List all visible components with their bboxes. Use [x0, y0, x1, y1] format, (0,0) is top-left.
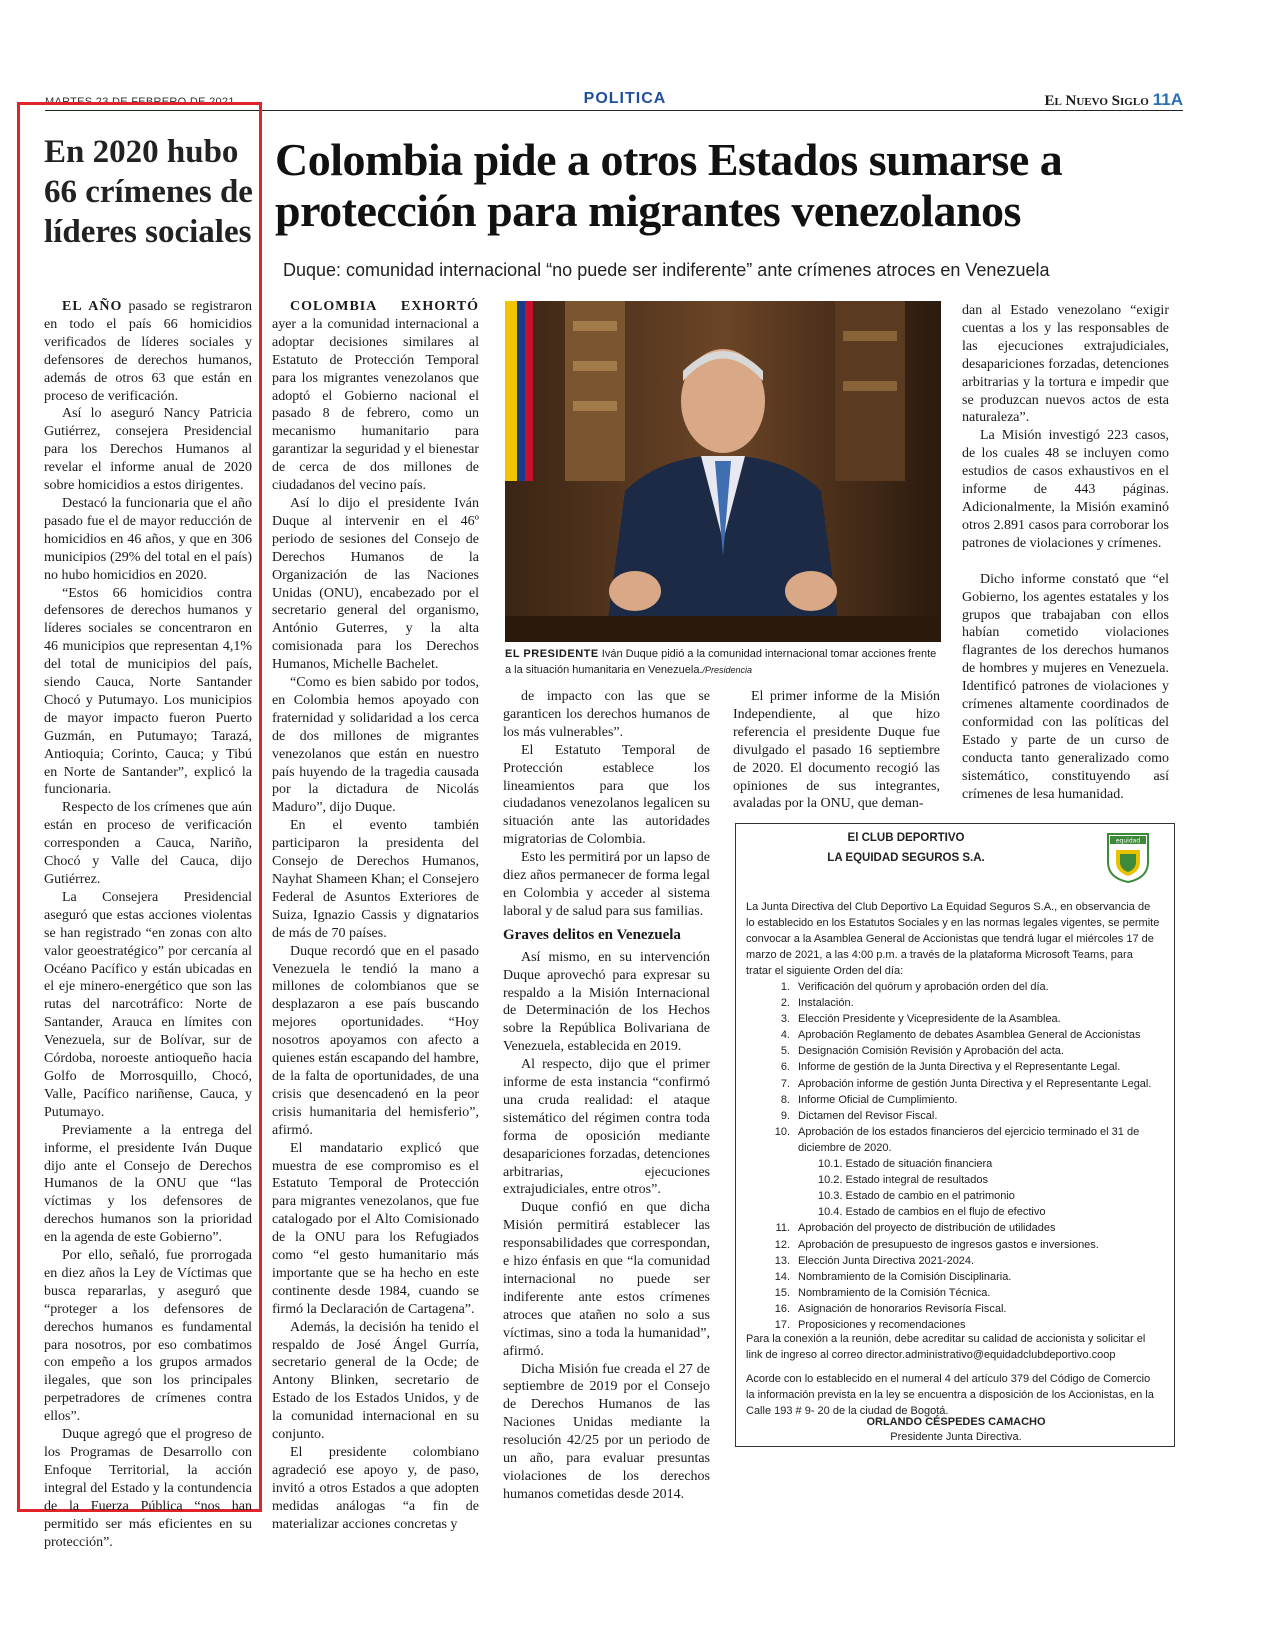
agenda-item-text: Verificación del quórum y aprobación orden del día. — [798, 981, 1049, 993]
paragraph-text: Dicha Misión fue creada el 27 de septiembre de 2019 por el Consejo de Derechos Humanos de las Naciones Unidas mediante la resolución 42/25 por un periodo de un año, para evaluar presuntas violaciones de los derechos humanos cometidas desde 2014. — [503, 1361, 710, 1502]
agenda-item-text: Elección Junta Directiva 2021-2024. — [798, 1254, 975, 1267]
paragraph — [272, 495, 479, 674]
president-photo-illustration — [505, 301, 941, 642]
paragraph-text: La Misión investigó 223 casos, de los cuales 48 se incluyen como estudios de casos exhaustivos en el informe de 443 páginas. Adicionalmente, la Misión examinó otros 2.891 casos para corroborar los patrones de violaciones y crímenes. — [962, 428, 1169, 551]
paragraph-text: El mandatario explicó que muestra de ese compromiso es el Estatuto Temporal de Protección para migrantes venezolanos, que fue catalogado por el Alto Comisionado de la ONU para los Refugiados como “el gesto humanitario más importante que se ha hecho en este continente desde 1984, cuando se firmó la Declaración de Cartagena”. — [272, 1140, 479, 1317]
agenda-subitem: 10.3. Estado de cambio en el patrimonio — [818, 1190, 1015, 1203]
paragraph — [503, 688, 710, 742]
paragraph — [44, 495, 252, 585]
newspaper-title: El Nuevo Siglo — [1044, 93, 1149, 109]
paragraph — [962, 427, 1169, 552]
paragraph-text: Duque recordó que en el pasado Venezuela le tendió la mano a millones de colombianos que se desplazaron a ese país buscando mejores oportunidades. “Hoy nosotros apoyamos con afecto a quienes están escapando del hambre, de la falta de oportunidades, de una crisis que desencadenó en la peor crisis humanitaria del hemisferio”, afirmó. — [272, 943, 479, 1138]
page-number: 11A — [1152, 90, 1183, 109]
agenda-item-number: 10. — [774, 1125, 790, 1138]
main-subtitle: Duque: comunidad internacional “no puede ser indiferente” ante crímenes atroces en Venezuela — [283, 260, 1050, 280]
agenda-item — [764, 1285, 1164, 1301]
sidebar-article-body — [44, 298, 252, 1551]
paragraph-text: Previamente a la entrega del informe, el presidente Iván Duque dijo ante el Consejo de Derechos Humanos de la ONU que “las víctimas y los defensores de derechos humanos son la prioridad en la agenda de este Gobierno”. — [44, 1122, 252, 1246]
paragraph — [503, 1199, 710, 1360]
paragraph — [272, 943, 479, 1140]
logo-text: equidad — [1115, 837, 1141, 845]
paragraph-text: Respecto de los crímenes que aún están en proceso de verificación corresponden a Cauca, Nariño, Chocó y Valle del Cauca, dijo Gutiérrez. — [44, 800, 252, 887]
agenda-item-number: 16. — [774, 1302, 790, 1315]
agenda-item — [764, 1108, 1164, 1124]
lead-words: EL AÑO — [62, 299, 123, 314]
agenda-item — [764, 1076, 1164, 1092]
paragraph — [503, 949, 710, 1056]
notice-intro: La Junta Directiva del Club Deportivo La Equidad Seguros S.A., en observancia de lo establecido en los Estatutos Sociales y en las normas legales vigentes, se permite convocar a la Asamblea General de Accionistas que tendrá lugar el miércoles 17 de marzo de 2021, a las 4:00 p.m. a través de la plataforma Microsoft Teams, para tratar el siguiente Orden del día: — [746, 901, 1160, 977]
photo-caption — [505, 646, 941, 678]
paragraph-text: “Como es bien sabido por todos, en Colombia hemos apoyado con fraternidad y solidaridad a los cerca de dos millones de migrantes venezolanos que están en nuestro país huyendo de la tragedia causada por la dictadura de Nicolás Maduro”, dijo Duque. — [272, 675, 479, 816]
paragraph-text: pasado se registraron en todo el país 66 homicidios verificados de líderes sociales y defensores de derechos humanos, además de otros 63 que están en proceso de verificación. — [44, 299, 252, 404]
agenda-item — [764, 995, 1164, 1011]
paragraph-text: La Consejera Presidencial aseguró que estas acciones violentas se han registrado “en zonas con alto valor geoestratégico” por cercanía al Océano Pacífico y están ubicadas en el eje minero-energético que son las rutas del narcotráfico: Norte de Santander, Arauca en límites con Venezuela, sur de Bolívar, sur de Córdoba, noroeste antioqueño hacia Golfo de Morrosquillo, Chocó, Valle, Pacífico nariñense, Cauca, y Putumayo. — [44, 889, 252, 1120]
equidad-shield-logo — [1106, 832, 1150, 884]
paragraph-text: Duque confió en que dicha Misión permitirá establecer las responsabilidades que correspondan, e hizo énfasis en que “la comunidad internacional no puede ser indiferente ante estos crímenes atroces que atañen no solo a sus víctimas, sino a toda la humanidad”, afirmó. — [503, 1200, 710, 1359]
agenda-item — [764, 1092, 1164, 1108]
paragraph — [44, 799, 252, 889]
paragraph — [44, 405, 252, 495]
paragraph-text: Dicho informe constató que “el Gobierno, los agentes estatales y los grupos que trabajaban con ellos habían cometido violaciones flagrantes de los derechos humanos de hombres y mujeres en Venezuela. Identificó patrones de violaciones y crímenes altamente coordinados de conformidad con las políticas del Estado y parte de un curso de conducta tanto generalizado como sistemático, constituyendo así crímenes de lesa humanidad. — [962, 571, 1169, 802]
paragraph-text: ayer a la comunidad internacional a adoptar decisiones similares al Estatuto de Protección Temporal para los migrantes venezolanos que adoptó el Gobierno nacional el pasado 8 de febrero, como un mecanismo humanitario para garantizar la seguridad y el bienestar de cerca de dos millones de ciudadanos del vecino país. — [272, 316, 479, 494]
paragraph-text: El primer informe de la Misión Independiente, al que hizo referencia el presidente Duque fue divulgado el pasado 16 septiembre de 2020. El documento recogió las opiniones de sus integrantes, avaladas por la ONU, que deman- — [733, 689, 940, 812]
paragraph — [962, 571, 1169, 804]
agenda-item-number: 13. — [774, 1254, 790, 1267]
agenda-item-number: 3. — [780, 1013, 790, 1026]
agenda-item-number: 1. — [780, 981, 790, 993]
paragraph-text: Así lo dijo el presidente Iván Duque al intervenir en el 46º periodo de sesiones del Consejo de Derechos Humanos de la Organización de las Naciones Unidas (ONU), encabezado por el secretario general del organismo, António Guterres, y la alta comisionada para los Derechos Humanos, Michelle Bachelet. — [272, 495, 479, 673]
agenda-item-text: Proposiciones y recomendaciones — [798, 1318, 966, 1331]
article-column-1 — [272, 298, 479, 1534]
agenda-item-text: Aprobación del proyecto de distribución de utilidades — [798, 1222, 1056, 1235]
connection-info: Para la conexión a la reunión, debe acreditar su calidad de accionista y solicitar el link de ingreso al correo director.administrativo@equidadclubdeportivo.coop — [746, 1333, 1146, 1361]
agenda-item — [764, 1124, 1164, 1156]
agenda-item-number: 2. — [780, 997, 790, 1010]
paragraph — [733, 688, 940, 813]
agenda-item-number: 14. — [774, 1270, 790, 1283]
paragraph — [272, 298, 479, 495]
agenda-item — [764, 1301, 1164, 1317]
agenda-item-text: Dictamen del Revisor Fiscal. — [798, 1109, 938, 1122]
agenda-item-text: Aprobación de los estados financieros del ejercicio terminado el 31 de diciembre de 2020. — [798, 1125, 1140, 1154]
lead-words: COLOMBIA EXHORTÓ — [290, 299, 479, 314]
paragraph — [272, 1319, 479, 1444]
paragraph-text: Al respecto, dijo que el primer informe de esta instancia “confirmó una cruda realidad: el ataque sistemático del régimen contra toda forma de oposición mediante desapariciones forzadas, detenciones arbitrarias, ejecuciones extrajudiciales, entre otros”. — [503, 1057, 710, 1198]
agenda-list — [764, 979, 1164, 1333]
paragraph — [503, 1361, 710, 1504]
subheading: Graves delitos en Venezuela — [503, 926, 681, 943]
agenda-item-number: 12. — [774, 1238, 790, 1251]
legal-info: Acorde con lo establecido en el numeral 4 del artículo 379 del Código de Comercio la información prevista en la ley se encuentra a disposición de los Accionistas, en la Calle 193 # 9- 20 de la ciudad de Bogotá. — [746, 1373, 1154, 1417]
main-headline: Colombia pide a otros Estados sumarse a protección para migrantes venezolanos — [275, 134, 1063, 236]
agenda-item-text: Aprobación Reglamento de debates Asamblea General de Accionistas — [798, 1029, 1141, 1042]
agenda-item-number: 9. — [780, 1109, 790, 1122]
paragraph — [44, 889, 252, 1122]
agenda-item-number: 4. — [780, 1029, 790, 1042]
agenda-item-text: Informe de gestión de la Junta Directiva y el Representante Legal. — [798, 1061, 1121, 1074]
paragraph-text: Por ello, señaló, fue prorrogada en diez años la Ley de Víctimas que busca repararlas, y aseguró que “proteger a los defensores de derechos humanos es fundamental para nosotros, por eso combatimos con empeño a los grupos armados ilegales, que son los principales perpetradores de crímenes contra ellos”. — [44, 1248, 252, 1425]
agenda-item-number: 6. — [780, 1061, 790, 1074]
paragraph — [272, 674, 479, 817]
paragraph-text: “Estos 66 homicidios contra defensores de derechos humanos y líderes sociales se concentraron en 46 municipios que representan 4,1% del total de municipios del país, siendo Cauca, Norte Santander Chocó y Putumayo. Los municipios de mayor impacto fueron Puerto Guzmán, en Putumayo; Tarazá, Antioquia; Corinto, Cauca; y Tibú en Norte de Santander”, explicó la funcionaria. — [44, 585, 252, 798]
agenda-item-text: Informe Oficial de Cumplimiento. — [798, 1093, 958, 1106]
paragraph-text: En el evento también participaron la presidenta del Consejo de Derechos Humanos, Nayhat Shameen Khan; el Consejero Federal de Asuntos Exteriores de Suiza, Ignazio Cassis y dignatarios de más de 70 países. — [272, 818, 479, 941]
paragraph — [44, 1426, 252, 1551]
agenda-subitem: 10.1. Estado de situación financiera — [818, 1158, 993, 1171]
agenda-item — [764, 1059, 1164, 1075]
paragraph — [44, 1122, 252, 1247]
paragraph-text: Esto les permitirá por un lapso de diez años permanecer de forma legal en Colombia y acceder al sistema laboral y de salud para sus familias. — [503, 850, 710, 919]
agenda-item-number: 11. — [775, 1222, 790, 1235]
agenda-item — [764, 1237, 1164, 1253]
article-column-3 — [733, 688, 940, 813]
notice-heading-1: El CLUB DEPORTIVO — [847, 832, 965, 844]
paragraph — [503, 849, 710, 921]
paragraph-text: Además, la decisión ha tenido el respaldo de José Ángel Gurría, secretario general de la Ocde; de Antony Blinken, secretario de Estado de los Estados Unidos, y de la comunidad internacional en su conjunto. — [272, 1319, 479, 1443]
photo-credit: /Presidencia — [702, 665, 753, 675]
section-name: POLITICA — [583, 90, 667, 107]
agenda-item-text: Aprobación informe de gestión Junta Directiva y el Representante Legal. — [798, 1077, 1152, 1090]
agenda-item — [764, 1043, 1164, 1059]
paragraph-text: de impacto con las que se garanticen los derechos humanos de los más vulnerables”. — [503, 689, 710, 740]
issue-date: MARTES 23 DE FEBRERO DE 2021 — [45, 96, 235, 108]
agenda-item — [764, 1027, 1164, 1043]
paragraph-text: dan al Estado venezolano “exigir cuentas a los y las responsables de las ejecuciones extrajudiciales, desapariciones forzadas, detenciones arbitrarias y la tortura e impedir que se produzcan nuevos actos de esta naturaleza”. — [962, 303, 1169, 426]
paragraph-text: Así mismo, en su intervención Duque aprovechó para expresar su respaldo a la Misión Internacional de Determinación de los Hechos sobre la República Bolivariana de Venezuela, establecida en 2019. — [503, 949, 710, 1055]
article-column-2 — [503, 688, 710, 1504]
agenda-item — [764, 979, 1164, 995]
paragraph — [503, 742, 710, 849]
notice-heading-2: LA EQUIDAD SEGUROS S.A. — [827, 852, 985, 864]
agenda-item — [764, 1011, 1164, 1027]
agenda-item-text: Designación Comisión Revisión y Aprobación del acta. — [798, 1045, 1064, 1058]
paragraph — [503, 1056, 710, 1199]
paragraph — [272, 1140, 479, 1319]
agenda-item-number: 17. — [774, 1318, 790, 1331]
paragraph-text: El presidente colombiano agradeció ese apoyo y, de paso, invitó a otros Estados a que adopten medidas análogas “a fin de materializar acciones concretas y — [272, 1445, 479, 1532]
newspaper-name — [1044, 90, 1183, 110]
paragraph-text: Así lo aseguró Nancy Patricia Gutiérrez, consejera Presidencial para los Derechos Humanos al revelar el informe anual de 2020 sobre homicidios a estos dirigentes. — [44, 406, 252, 494]
paragraph-text: Duque agregó que el progreso de los Programas de Desarrollo con Enfoque Territorial, la acción integral del Estado y la contundencia de la Fuerza Pública “nos han permitido ser más eficientes en su protección”. — [44, 1427, 252, 1550]
agenda-item-number: 8. — [780, 1093, 790, 1106]
agenda-item — [764, 1253, 1164, 1269]
agenda-item-text: Asignación de honorarios Revisoría Fiscal. — [798, 1302, 1007, 1315]
agenda-subitem: 10.4. Estado de cambios en el flujo de efectivo — [818, 1206, 1046, 1219]
sidebar-title: En 2020 hubo 66 crímenes de líderes sociales — [44, 134, 253, 250]
paragraph — [44, 298, 252, 405]
agenda-item-text: Aprobación de presupuesto de ingresos gastos e inversiones. — [798, 1238, 1099, 1251]
article-column-4 — [962, 302, 1169, 803]
paragraph — [44, 1247, 252, 1426]
agenda-item-text: Instalación. — [798, 997, 854, 1010]
agenda-item — [764, 1269, 1164, 1285]
agenda-item-number: 7. — [780, 1077, 790, 1090]
paragraph — [44, 585, 252, 800]
paragraph — [962, 302, 1169, 427]
paragraph — [272, 817, 479, 942]
caption-text: Iván Duque pidió a la comunidad internacional tomar acciones frente a la situación humanitaria en Venezuela. — [505, 648, 937, 676]
signer-name: ORLANDO CÉSPEDES CAMACHO — [866, 1416, 1046, 1428]
agenda-item-text: Nombramiento de la Comisión Disciplinaria. — [798, 1270, 1012, 1283]
agenda-item-text: Nombramiento de la Comisión Técnica. — [798, 1286, 991, 1299]
agenda-subitem: 10.2. Estado integral de resultados — [818, 1174, 989, 1187]
agenda-item-number: 15. — [774, 1286, 790, 1299]
shareholder-meeting-notice — [735, 823, 1175, 1447]
paragraph-text: El Estatuto Temporal de Protección establece los lineamientos para que los ciudadanos venezolanos legalicen su situación ante las autoridades migratorias de Colombia. — [503, 742, 710, 848]
caption-lead: EL PRESIDENTE — [505, 648, 599, 660]
agenda-item — [764, 1220, 1164, 1236]
agenda-item-text: Elección Presidente y Vicepresidente de la Asamblea. — [798, 1013, 1061, 1026]
agenda-item-number: 5. — [780, 1045, 790, 1058]
paragraph-text: Destacó la funcionaria que el año pasado fue el de mayor reducción de homicidios en 46 años, y que en 306 municipios (29% del total en el país) no hubo homicidios en 2020. — [44, 495, 252, 583]
paragraph — [272, 1444, 479, 1534]
president-photo — [505, 301, 941, 642]
signer-role: Presidente Junta Directiva. — [890, 1431, 1022, 1443]
